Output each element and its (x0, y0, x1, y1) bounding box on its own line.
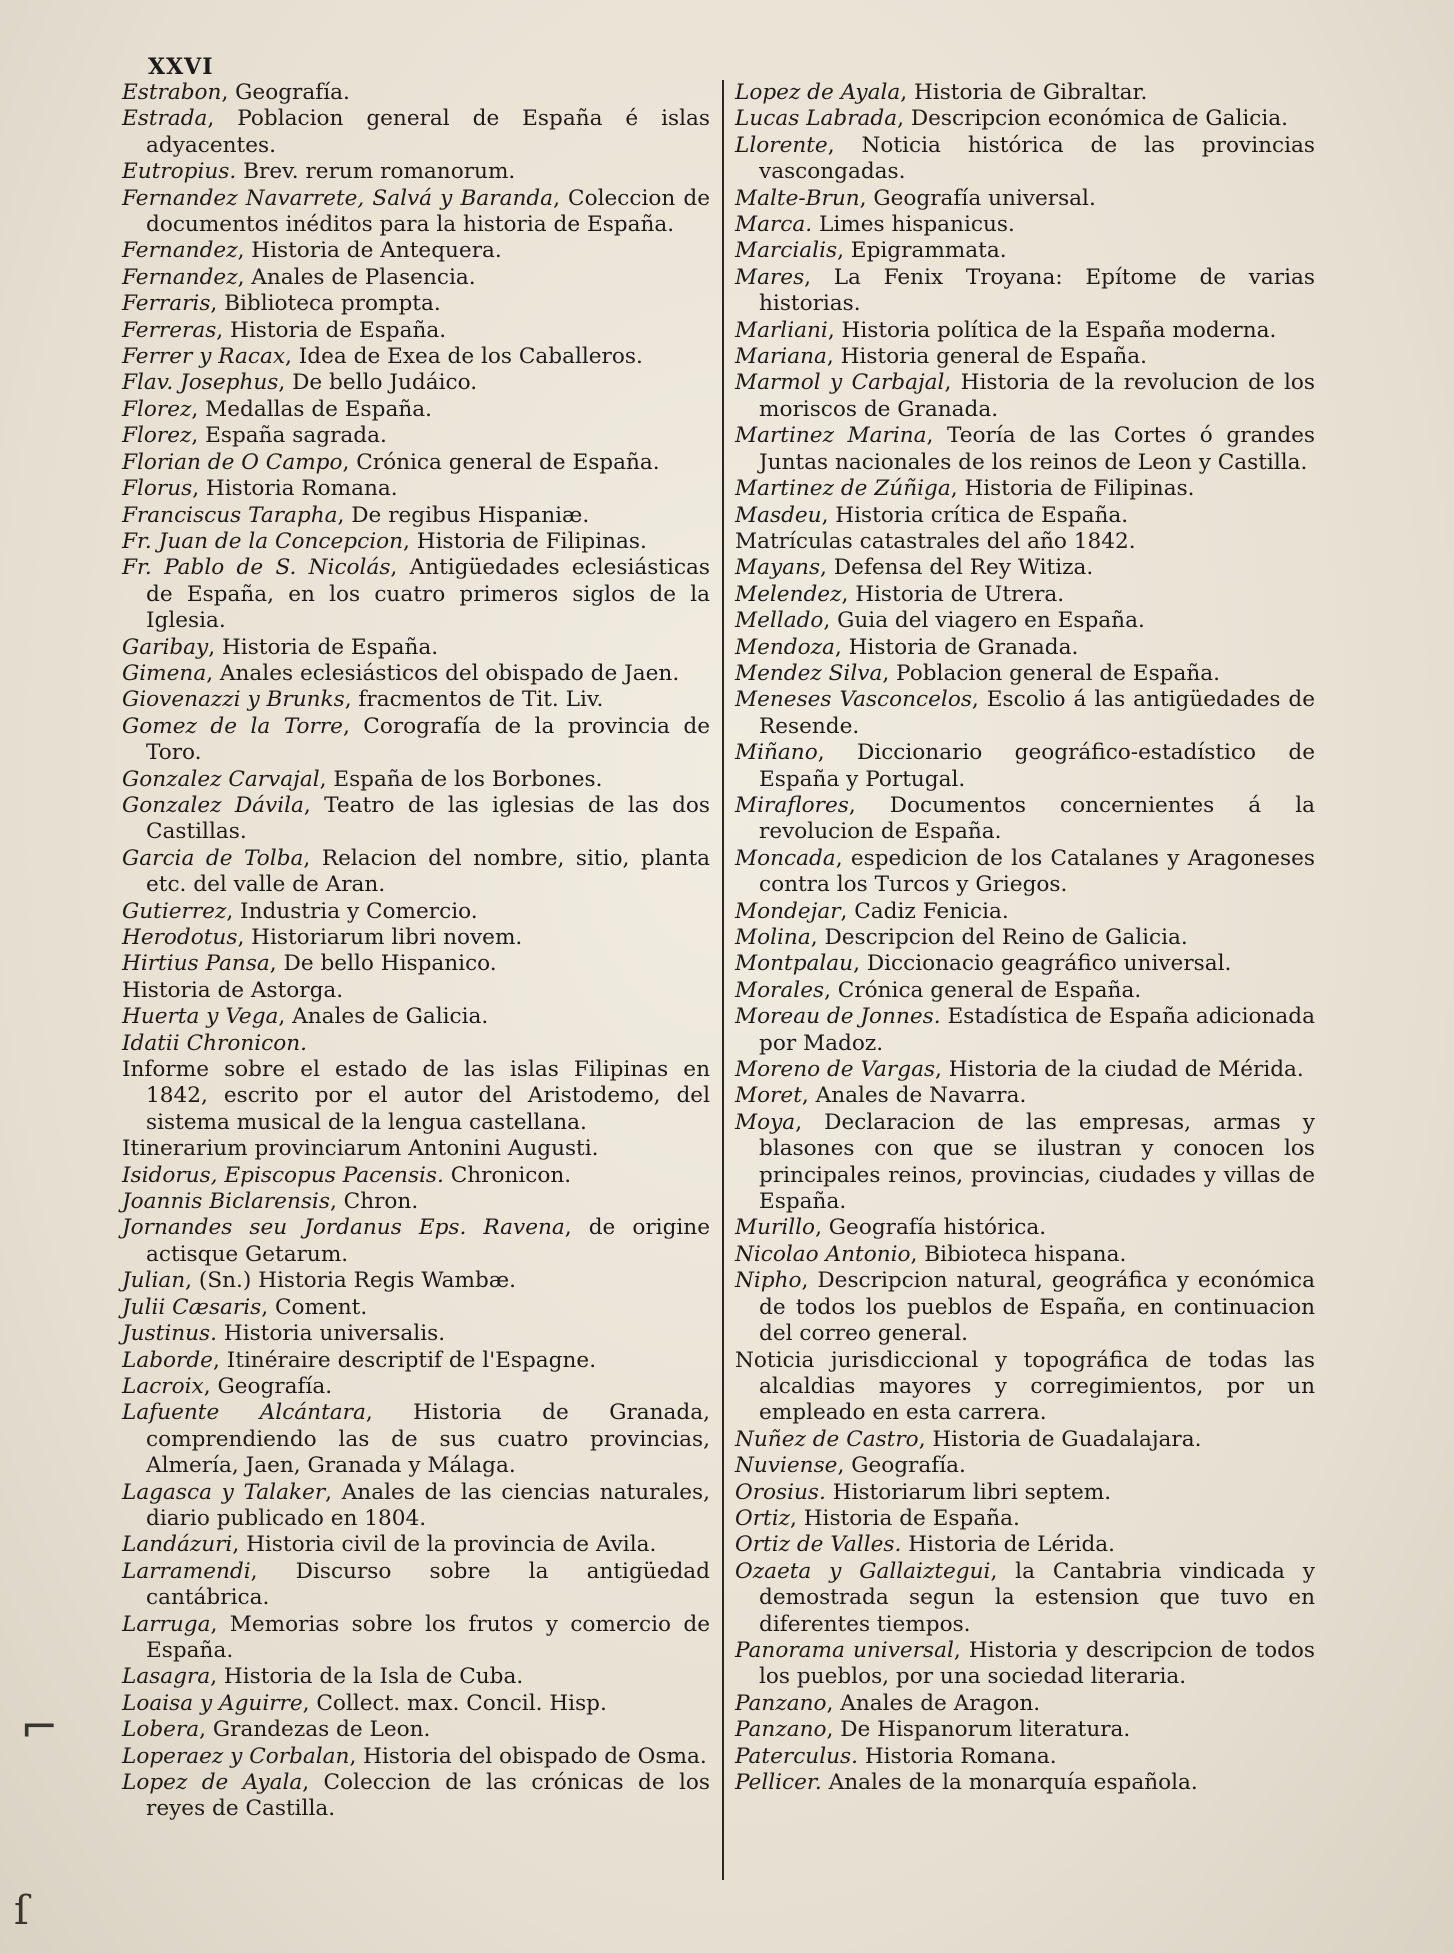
entry-author: Fernandez (122, 238, 238, 264)
entry-title: , Medallas de España. (191, 396, 432, 422)
entry-author: Panorama universal (735, 1637, 954, 1663)
bibliography-entry (122, 846, 710, 899)
entry-author: Garcia de Tolba (122, 845, 304, 871)
entry-title: , Coment. (261, 1294, 368, 1320)
bibliography-entry (735, 1717, 1315, 1743)
bibliography-entry (735, 186, 1315, 212)
bibliography-entry (735, 80, 1315, 106)
entry-author: Moya (735, 1109, 796, 1135)
entry-title: , Historia de la revolucion de los moriscos de Granada. (759, 370, 1315, 422)
entry-title: , Geografía. (203, 1373, 333, 1399)
entry-title: , España de los Borbones. (319, 766, 603, 792)
bibliography-entry (122, 1374, 710, 1400)
bibliography-entry (122, 767, 710, 793)
bibliography-entry (122, 265, 710, 291)
entry-author: Malte-Brun (735, 185, 860, 211)
entry-author: Mellado (735, 608, 824, 634)
entry-title: , Diccionacio geagráfico universal. (853, 951, 1232, 977)
entry-title: , Crónica general de España. (824, 977, 1142, 1003)
entry-title: Itinerarium provinciarum Antonini Augusti. (122, 1136, 599, 1162)
entry-title: , Historia política de la España moderna. (827, 317, 1277, 343)
bibliography-entry (122, 397, 710, 423)
entry-title: , de origine actisque Getarum. (146, 1215, 710, 1267)
entry-title: , De bello Judáico. (278, 370, 478, 396)
entry-author: Lafuente Alcántara (122, 1400, 366, 1426)
bibliography-entry (122, 1559, 710, 1612)
entry-title: , Corografía de la provincia de Toro. (146, 713, 710, 766)
bibliography-entry (735, 344, 1315, 370)
entry-title: Historia Romana. (857, 1743, 1057, 1769)
bibliography-entry (735, 106, 1315, 132)
entry-author: Martinez Marina (735, 423, 927, 449)
entry-author: Ortiz (735, 1505, 790, 1531)
entry-author: Flav. Josephus (122, 370, 279, 396)
bibliography-entry (122, 1163, 710, 1189)
entry-title: , Anales de las ciencias naturales, diario publicado en 1804. (146, 1479, 710, 1531)
entry-title: Chronicon. (443, 1162, 572, 1188)
entry-author: Marca. (735, 212, 813, 238)
entry-author: Mariana (735, 344, 827, 370)
entry-title: Historia de Astorga. (122, 977, 344, 1003)
bibliography-entry (122, 1321, 710, 1347)
entry-author: Loperaez y Corbalan (122, 1743, 350, 1769)
entry-title: Historia de Lérida. (901, 1532, 1116, 1558)
entry-title: , Historia de Granada, comprendiendo las de sus cuatro provincias, Almería, Jaen, Granada y Málaga. (146, 1400, 710, 1479)
entry-author: Nipho (735, 1268, 802, 1294)
entry-author: Montpalau (735, 951, 854, 977)
entry-author: Isidorus, Episcopus Pacensis. (122, 1162, 444, 1188)
entry-title: Informe sobre el estado de las islas Filipinas en 1842, escrito por el autor del Aristodemo, del sistema musical de la lengua castellana. (122, 1057, 710, 1135)
bibliography-entry (122, 318, 710, 344)
entry-title: , Geografía. (221, 80, 350, 105)
entry-author: Moreno de Vargas (735, 1057, 936, 1083)
entry-author: Herodotus (122, 925, 238, 950)
bibliography-entry (735, 661, 1315, 687)
entry-title: , Crónica general de España. (342, 449, 660, 475)
entry-author: Lasagra (122, 1664, 211, 1690)
bibliography-entry (735, 899, 1315, 925)
entry-author: Florez (122, 396, 192, 422)
entry-author: Gonzalez Dávila (122, 792, 304, 818)
bibliography-entry (122, 503, 710, 529)
entry-title: , Descripcion natural, geográfica y económica de todos los pueblos de España, en continuacion del correo general. (759, 1268, 1315, 1347)
bibliography-entry (735, 1083, 1315, 1109)
entry-author: Mendoza (735, 634, 835, 660)
entry-title: Historia universalis. (217, 1321, 446, 1347)
entry-author: Estrabon (122, 80, 222, 105)
bibliography-entry (735, 212, 1315, 238)
entry-title: , Epigrammata. (837, 238, 1007, 264)
bibliography-entry (122, 635, 710, 661)
entry-title: Limes hispanicus. (812, 212, 1015, 238)
entry-author: Martinez de Zúñiga (735, 476, 951, 502)
entry-title: , Teatro de las iglesias de las dos Castillas. (146, 792, 710, 845)
entry-author: Marmol y Carbajal (735, 370, 945, 396)
entry-author: Ferreras (122, 317, 217, 343)
entry-author: Miraflores (735, 792, 849, 818)
entry-title: , Noticia histórica de las provincias vascongadas. (759, 132, 1315, 185)
bibliography-entry (735, 1110, 1315, 1216)
entry-author: Ferrer y Racax (122, 344, 286, 370)
margin-pen-mark: ſ (14, 1888, 29, 1934)
bibliography-entry (735, 793, 1315, 846)
entry-title: , Coleccion de documentos inéditos para la historia de España. (146, 185, 710, 238)
bibliography-entry (122, 529, 710, 555)
entry-title: , España sagrada. (191, 423, 387, 449)
entry-author: Lacroix (122, 1373, 204, 1399)
entry-title: , Historia de la ciudad de Mérida. (935, 1057, 1304, 1083)
bibliography-entry (735, 1242, 1315, 1268)
entry-author: Laborde (122, 1347, 213, 1373)
entry-title: , fracmentos de Tit. Liv. (344, 687, 604, 713)
entry-author: Lucas Labrada (735, 106, 898, 132)
entry-author: Landázuri (122, 1532, 233, 1558)
entry-title: , Teoría de las Cortes ó grandes Juntas nacionales de los reinos de Leon y Castilla. (759, 423, 1316, 475)
bibliography-entry (735, 1215, 1315, 1241)
page-number: XXVI (148, 54, 214, 80)
entry-author: Estrada (122, 106, 208, 132)
entry-author: Gimena (122, 660, 207, 686)
bibliography-entry (122, 1057, 710, 1136)
bibliography-entry (122, 1136, 710, 1162)
entry-author: Marcialis (735, 238, 838, 264)
entry-author: Mondejar (735, 898, 841, 924)
entry-author: Panzano (735, 1690, 827, 1716)
entry-author: Larruga (122, 1611, 211, 1637)
entry-author: Meneses Vasconcelos (735, 687, 972, 713)
entry-title: , Historia de Antequera. (237, 238, 502, 264)
entry-title: , Historia de Gibraltar. (900, 80, 1148, 105)
bibliography-entry (735, 555, 1315, 581)
entry-author: Larramendi (122, 1558, 251, 1584)
entry-author: Julii Cæsaris (122, 1294, 262, 1320)
bibliography-entry (122, 714, 710, 767)
bibliography-entry (122, 899, 710, 925)
entry-title: , Antigüedades eclesiásticas de España, en los cuatro primeros siglos de la Iglesia. (146, 555, 710, 634)
entry-author: Moret (735, 1083, 802, 1109)
bibliography-entry (735, 1057, 1315, 1083)
entry-title: , Poblacion general de España. (882, 660, 1220, 686)
entry-title: , Historia crítica de España. (821, 502, 1129, 528)
bibliography-entry (122, 1215, 710, 1268)
entry-title: , La Fenix Troyana: Epítome de varias historias. (759, 264, 1315, 317)
entry-author: Miñano (735, 740, 818, 766)
entry-title: , Historia y descripcion de todos los pueblos, por una sociedad literaria. (759, 1637, 1316, 1690)
entry-title: Historiarum libri septem. (825, 1479, 1112, 1505)
bibliography-entry (735, 476, 1315, 502)
entry-author: Jornandes seu Jordanus Eps. Ravena (122, 1215, 565, 1241)
entry-title: , Historia de España. (790, 1505, 1020, 1531)
entry-title: Estadística de España adicionada por Madoz. (759, 1004, 1315, 1056)
bibliography-entry (122, 1295, 710, 1321)
entry-title: , Industria y Comercio. (226, 898, 478, 924)
right-column (735, 80, 1315, 1796)
entry-title: , Idea de Exea de los Caballeros. (285, 344, 643, 370)
entry-author: Eutropius. (122, 159, 237, 185)
entry-author: Ortiz de Valles. (735, 1532, 902, 1558)
entry-author: Orosius. (735, 1479, 826, 1505)
bibliography-entry (122, 1691, 710, 1717)
bibliography-entry (122, 687, 710, 713)
entry-title: , Anales eclesiásticos del obispado de Jaen. (206, 660, 680, 686)
entry-title: , Relacion del nombre, sitio, planta etc. del valle de Aran. (146, 845, 710, 898)
bibliography-entry (122, 186, 710, 239)
entry-author: Loaisa y Aguirre (122, 1690, 303, 1716)
entry-author: Fr. Pablo de S. Nicolás (122, 555, 391, 581)
entry-title: , Cadiz Fenicia. (840, 898, 1009, 924)
bibliography-entry (122, 925, 710, 951)
bibliography-entry (735, 951, 1315, 977)
entry-author: Moncada (735, 845, 836, 871)
entry-title: , Geografía histórica. (815, 1215, 1047, 1241)
entry-author: Huerta y Vega (122, 1004, 279, 1030)
entry-title: , Anales de Plasencia. (237, 264, 476, 290)
entry-title: Noticia jurisdiccional y topográfica de todas las alcaldias mayores y corregimientos, por un empleado en esta carrera. (735, 1347, 1315, 1426)
entry-author: Fernandez Navarrete, Salvá y Baranda (122, 185, 554, 211)
bibliography-entry (735, 635, 1315, 661)
entry-author: Gutierrez (122, 898, 227, 924)
entry-title: , Itinéraire descriptif de l'Espagne. (212, 1347, 597, 1373)
entry-title: , Escolio á las antigüedades de Resende. (759, 687, 1315, 739)
bibliography-entry (735, 1691, 1315, 1717)
entry-title: , Chron. (329, 1189, 419, 1215)
bibliography-entry (122, 1744, 710, 1770)
bibliography-entry (735, 1506, 1315, 1532)
entry-author: Marliani (735, 317, 828, 343)
entry-title: , Declaracion de las empresas, armas y blasones con que se ilustran y conocen los principales reinos, provincias, ciudades y villas de España. (759, 1109, 1315, 1215)
entry-title: , Poblacion general de España é islas adyacentes. (146, 106, 710, 158)
entry-title: , Historia del obispado de Osma. (349, 1743, 707, 1769)
entry-title: , Historia de España. (216, 317, 447, 343)
entry-author: Ozaeta y Gallaiztegui (735, 1558, 991, 1584)
bibliography-entry (122, 1717, 710, 1743)
entry-title: , Anales de Aragon. (826, 1690, 1041, 1716)
entry-title: , De Hispanorum literatura. (826, 1717, 1131, 1743)
entry-title: , Historiarum libri novem. (237, 925, 523, 950)
entry-title: , la Cantabria vindicada y demostrada segun la estension que tuvo en diferentes tiempos. (759, 1558, 1315, 1637)
bibliography-entry (735, 740, 1315, 793)
bibliography-entry (735, 978, 1315, 1004)
entry-author: Idatii Chronicon. (122, 1030, 308, 1056)
bibliography-entry (735, 925, 1315, 951)
entry-author: Lopez de Ayala (735, 80, 901, 105)
entry-author: Gonzalez Carvajal (122, 766, 320, 792)
entry-title: , Bibioteca hispana. (910, 1241, 1127, 1267)
bibliography-entry (735, 1453, 1315, 1479)
bibliography-entry (735, 1004, 1315, 1057)
bibliography-entry (122, 661, 710, 687)
bibliography-entry (122, 793, 710, 846)
bibliography-entry (122, 1268, 710, 1294)
entry-title: , Coleccion de las crónicas de los reyes de Castilla. (146, 1770, 710, 1822)
entry-title: , Descripcion económica de Galicia. (897, 106, 1289, 132)
bibliography-entry (122, 423, 710, 449)
entry-author: Lopez de Ayala (122, 1770, 303, 1795)
bibliography-entry (122, 370, 710, 396)
column-divider (722, 80, 724, 1880)
entry-author: Gomez de la Torre (122, 713, 343, 739)
bibliography-entry (735, 1480, 1315, 1506)
entry-title: , Historia civil de la provincia de Avila. (232, 1532, 657, 1558)
bibliography-entry (735, 846, 1315, 899)
bibliography-entry (122, 951, 710, 977)
bibliography-entry (122, 1532, 710, 1558)
entry-title: , (Sn.) Historia Regis Wambæ. (185, 1268, 517, 1294)
bibliography-entry (122, 1189, 710, 1215)
entry-author: Murillo (735, 1215, 816, 1241)
bibliography-entry (122, 1400, 710, 1479)
bibliography-entry (122, 1664, 710, 1690)
entry-author: Lagasca y Talaker (122, 1479, 326, 1505)
entry-author: Ferraris (122, 291, 211, 317)
entry-title: , Biblioteca prompta. (210, 291, 441, 317)
entry-author: Florian de O Campo (122, 449, 343, 475)
bibliography-entry (122, 978, 710, 1004)
bibliography-entry (735, 423, 1315, 476)
entry-author: Panzano (735, 1717, 827, 1743)
entry-title: , Historia general de España. (826, 344, 1147, 370)
entry-title: , Historia de Filipinas. (403, 528, 647, 554)
entry-author: Mares (735, 264, 805, 290)
entry-author: Fr. Juan de la Concepcion (122, 528, 404, 554)
entry-author: Llorente (735, 132, 828, 158)
entry-title: , Documentos concernientes á la revolucion de España. (759, 792, 1315, 845)
entry-author: Florus (122, 476, 193, 502)
margin-bracket-mark: ⌐ (20, 1700, 59, 1754)
entry-author: Garibay (122, 634, 209, 660)
bibliography-entry (735, 1532, 1315, 1558)
entry-author: Justinus. (122, 1321, 217, 1347)
entry-author: Nuviense (735, 1453, 838, 1479)
entry-author: Julian (122, 1268, 186, 1294)
bibliography-entry (122, 1031, 710, 1057)
entry-author: Franciscus Tarapha (122, 502, 338, 528)
entry-author: Fernandez (122, 264, 238, 290)
entry-title: , Historia de Granada. (834, 634, 1079, 660)
entry-title: , Memorias sobre los frutos y comercio de España. (146, 1611, 710, 1663)
bibliography-entry (122, 1480, 710, 1533)
entry-author: Moreau de Jonnes. (735, 1004, 941, 1030)
entry-title: , Collect. max. Concil. Hisp. (302, 1690, 607, 1716)
entry-author: Nicolao Antonio (735, 1241, 911, 1267)
bibliography-entry (122, 291, 710, 317)
entry-title: , Historia de Utrera. (841, 581, 1065, 607)
bibliography-entry (122, 1770, 710, 1823)
entry-author: Molina (735, 925, 811, 950)
entry-title: , Descripcion del Reino de Galicia. (810, 925, 1188, 950)
entry-author: Joannis Biclarensis (122, 1189, 330, 1215)
bibliography-entry (735, 238, 1315, 264)
entry-title: , De regibus Hispaniæ. (337, 502, 590, 528)
bibliography-entry (735, 1638, 1315, 1691)
entry-title: Matrículas catastrales del año 1842. (735, 528, 1136, 554)
entry-author: Lobera (122, 1717, 200, 1743)
entry-title: , Historia Romana. (192, 476, 398, 502)
entry-title: , Historia de Filipinas. (950, 476, 1195, 502)
entry-author: Masdeu (735, 502, 822, 528)
entry-title: , Historia de la Isla de Cuba. (210, 1664, 524, 1690)
entry-author: Melendez (735, 581, 842, 607)
bibliography-entry (735, 265, 1315, 318)
bibliography-entry (735, 1770, 1315, 1796)
entry-author: Morales (735, 977, 825, 1003)
entry-title: , Historia de Guadalajara. (918, 1426, 1202, 1452)
entry-title: , Diccionario geográfico-estadístico de España y Portugal. (759, 740, 1315, 792)
bibliography-entry (122, 450, 710, 476)
entry-title: , Guia del viagero en España. (823, 608, 1145, 634)
left-column (122, 80, 710, 1823)
entry-title: , Anales de Galicia. (278, 1004, 489, 1030)
entry-author: Paterculus. (735, 1743, 858, 1769)
bibliography-entry (735, 318, 1315, 344)
entry-title: , Geografía. (837, 1453, 966, 1479)
bibliography-entry (735, 608, 1315, 634)
bibliography-entry (735, 370, 1315, 423)
bibliography-entry (735, 1348, 1315, 1427)
entry-title: , Discurso sobre la antigüedad cantábrica. (146, 1558, 710, 1611)
bibliography-entry (122, 159, 710, 185)
bibliography-entry (122, 344, 710, 370)
bibliography-entry (735, 529, 1315, 555)
entry-title: , Anales de Navarra. (801, 1083, 1027, 1109)
bibliography-entry (735, 582, 1315, 608)
bibliography-entry (122, 1348, 710, 1374)
bibliography-entry (735, 1268, 1315, 1347)
bibliography-entry (122, 106, 710, 159)
bibliography-entry (735, 687, 1315, 740)
entry-title: , Historia de España. (208, 634, 439, 660)
entry-title: , De bello Hispanico. (269, 951, 497, 977)
entry-author: Giovenazzi y Brunks (122, 687, 345, 713)
entry-author: Nuñez de Castro (735, 1426, 919, 1452)
bibliography-entry (735, 133, 1315, 186)
entry-author: Pellicer. (735, 1770, 822, 1795)
entry-title: Brev. rerum romanorum. (236, 159, 516, 185)
entry-title: , espedicion de los Catalanes y Aragoneses contra los Turcos y Griegos. (759, 845, 1315, 898)
entry-title: , Grandezas de Leon. (199, 1717, 431, 1743)
bibliography-entry (122, 1004, 710, 1030)
entry-author: Mendez Silva (735, 660, 883, 686)
bibliography-entry (122, 238, 710, 264)
entry-title: , Defensa del Rey Witiza. (820, 555, 1094, 581)
entry-author: Mayans (735, 555, 821, 581)
bibliography-entry (735, 503, 1315, 529)
bibliography-entry (735, 1427, 1315, 1453)
bibliography-entry (122, 476, 710, 502)
bibliography-entry (122, 80, 710, 106)
entry-author: Hirtius Pansa (122, 951, 270, 977)
bibliography-entry (735, 1559, 1315, 1638)
bibliography-entry (122, 555, 710, 634)
entry-title: , Geografía universal. (859, 185, 1096, 211)
bibliography-entry (122, 1612, 710, 1665)
bibliography-entry (735, 1744, 1315, 1770)
entry-author: Florez (122, 423, 192, 449)
entry-title: Anales de la monarquía española. (821, 1770, 1198, 1795)
